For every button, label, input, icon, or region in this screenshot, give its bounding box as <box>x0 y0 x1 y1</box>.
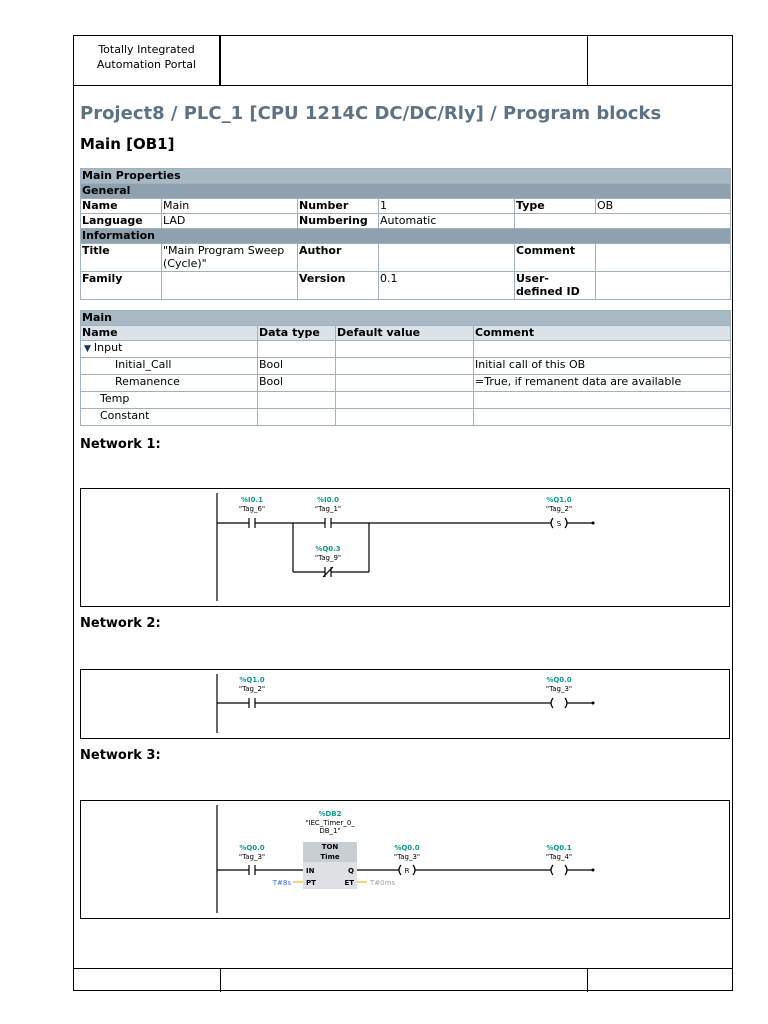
n3-coil-address: %Q0.1 <box>546 844 572 852</box>
n3-box-name: TON <box>321 843 339 851</box>
numbering-label: Numbering <box>298 214 379 229</box>
n3-et-value: T#0ms <box>370 879 396 887</box>
n1-contact3-tag: "Tag_9" <box>314 554 342 562</box>
col-comment: Comment <box>474 326 731 341</box>
language-label: Language <box>81 214 162 229</box>
family-value <box>162 272 298 300</box>
n3-db-tag-1: "IEC_Timer_0_ <box>305 819 355 827</box>
userid-label: User-defined ID <box>515 272 596 300</box>
n3-contact1-address: %Q0.0 <box>239 844 265 852</box>
numbering-value: Automatic <box>379 214 515 229</box>
network-1-diagram <box>80 488 730 607</box>
properties-table <box>80 168 731 300</box>
userid-value <box>596 272 731 300</box>
n1-coil-tag: "Tag_2" <box>545 505 573 513</box>
interface-table <box>80 310 731 426</box>
n1-contact3-address: %Q0.3 <box>315 545 341 553</box>
n3-contact1-tag: "Tag_3" <box>238 853 266 861</box>
row-comment: =True, if remanent data are available <box>474 375 731 392</box>
n2-coil-tag: "Tag_3" <box>545 685 573 693</box>
title-value: "Main Program Sweep (Cycle)" <box>162 244 298 272</box>
language-value: LAD <box>162 214 298 229</box>
constant-label: Constant <box>81 409 258 426</box>
general-section: General <box>81 184 731 199</box>
n1-contact1-tag: "Tag_6" <box>238 505 266 513</box>
number-label: Number <box>298 199 379 214</box>
n3-q-label: Q <box>348 867 354 875</box>
interface-section: Main <box>81 311 731 326</box>
block-title: Main [OB1] <box>80 135 175 153</box>
version-value: 0.1 <box>379 272 515 300</box>
network-2-title: Network 2: <box>80 616 161 631</box>
n1-contact2-address: %I0.0 <box>316 496 340 504</box>
row-name: Initial_Call <box>81 358 258 375</box>
n3-box-subtitle: Time <box>320 853 340 861</box>
portal-line-1: Totally Integrated <box>98 43 195 56</box>
author-label: Author <box>298 244 379 272</box>
network-2-diagram <box>80 669 730 739</box>
type-label: Type <box>515 199 596 214</box>
n2-coil-address: %Q0.0 <box>546 676 572 684</box>
n3-pt-label: PT <box>306 879 316 887</box>
n3-reset-address: %Q0.0 <box>394 844 420 852</box>
comment-label: Comment <box>515 244 596 272</box>
network-3-title: Network 3: <box>80 748 161 763</box>
type-value: OB <box>596 199 731 214</box>
network-1-title: Network 1: <box>80 437 161 452</box>
n1-coil-symbol: S <box>556 520 562 528</box>
comment-value <box>596 244 731 272</box>
row-default <box>336 375 474 392</box>
name-value: Main <box>162 199 298 214</box>
col-default: Default value <box>336 326 474 341</box>
author-value <box>379 244 515 272</box>
portal-line-2: Automation Portal <box>96 58 197 71</box>
n3-db-tag-2: DB_1" <box>319 827 341 835</box>
n3-db-address: %DB2 <box>318 810 342 818</box>
table-row <box>81 375 731 392</box>
n3-pt-value: T#8s <box>272 879 291 887</box>
network-3-diagram <box>80 800 730 919</box>
version-label: Version <box>298 272 379 300</box>
triangle-down-icon[interactable]: ▼ <box>84 344 91 354</box>
n1-contact1-address: %I0.1 <box>240 496 264 504</box>
n3-coil-tag: "Tag_4" <box>545 853 573 861</box>
n3-et-label: ET <box>344 879 354 887</box>
col-name: Name <box>81 326 258 341</box>
portal-name <box>74 36 220 85</box>
col-type: Data type <box>258 326 336 341</box>
row-default <box>336 358 474 375</box>
n1-contact2-tag: "Tag_1" <box>314 505 342 513</box>
n2-contact1-tag: "Tag_2" <box>238 685 266 693</box>
row-comment: Initial call of this OB <box>474 358 731 375</box>
row-type: Bool <box>258 375 336 392</box>
name-label: Name <box>81 199 162 214</box>
input-row[interactable] <box>81 341 258 358</box>
row-type: Bool <box>258 358 336 375</box>
n1-coil-address: %Q1.0 <box>546 496 572 504</box>
n3-reset-tag: "Tag_3" <box>393 853 421 861</box>
information-section: Information <box>81 229 731 244</box>
family-label: Family <box>81 272 162 300</box>
temp-label: Temp <box>81 392 258 409</box>
input-label: Input <box>93 341 123 354</box>
n3-reset-symbol: R <box>404 867 410 875</box>
n2-contact1-address: %Q1.0 <box>239 676 265 684</box>
row-name: Remanence <box>81 375 258 392</box>
properties-section: Main Properties <box>81 169 731 184</box>
page-footer <box>74 968 732 992</box>
page-header <box>74 36 732 86</box>
number-value: 1 <box>379 199 515 214</box>
n3-in-label: IN <box>306 867 315 875</box>
table-row <box>81 358 731 375</box>
page-title: Project8 / PLC_1 [CPU 1214C DC/DC/Rly] / Program blocks <box>80 103 662 124</box>
title-label: Title <box>81 244 162 272</box>
